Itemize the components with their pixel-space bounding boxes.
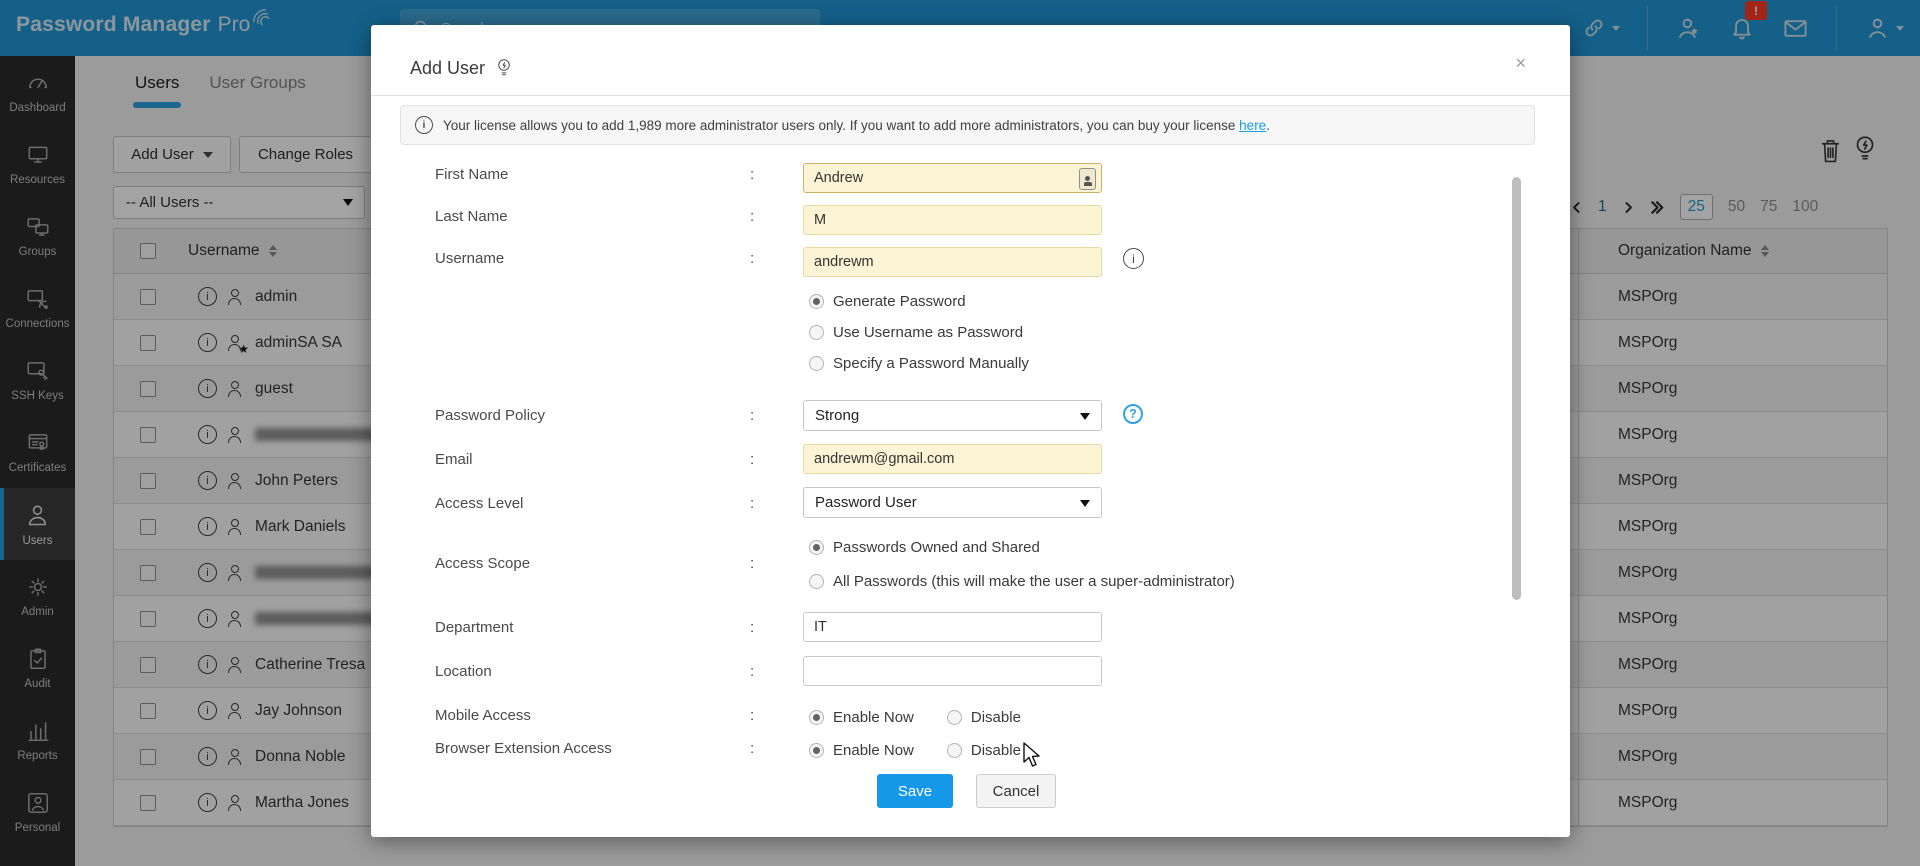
current-page: 1 xyxy=(1598,198,1607,215)
page-size-75[interactable]: 75 xyxy=(1760,198,1778,215)
table-row[interactable]: i ★ adminSA SA MSPOrg xyxy=(114,320,1887,366)
lightbulb-icon xyxy=(495,57,513,79)
browser-extension-access-options xyxy=(809,740,1045,760)
sidebar-item-dashboard[interactable]: Dashboard xyxy=(0,56,75,128)
radio-unselected[interactable] xyxy=(809,574,824,589)
access-level-select[interactable]: Password User xyxy=(803,487,1102,518)
radio-unselected[interactable] xyxy=(947,743,962,758)
last-name-field[interactable]: M xyxy=(803,205,1102,235)
sidebar-item-certificates[interactable]: Certificates xyxy=(0,416,75,488)
close-icon[interactable]: × xyxy=(1515,53,1526,73)
table-row[interactable]: i MSPOrg xyxy=(114,550,1887,596)
table-row[interactable]: i John Peters MSPOrg xyxy=(114,458,1887,504)
browser-extension-disable[interactable]: Disable xyxy=(947,742,1021,759)
table-row[interactable]: i Martha Jones MSPOrg xyxy=(114,780,1887,826)
sidebar-item-groups[interactable]: Groups xyxy=(0,200,75,272)
email-field[interactable]: andrewm@gmail.com xyxy=(803,444,1102,474)
username-label: Username xyxy=(435,250,505,267)
table-row[interactable]: i guest MSPOrg xyxy=(114,366,1887,412)
radio-unselected[interactable] xyxy=(809,356,824,371)
sidebar-item-connections[interactable]: Connections xyxy=(0,272,75,344)
cancel-button[interactable]: Cancel xyxy=(976,774,1056,808)
sidebar-item-ssh-keys[interactable]: SSH Keys xyxy=(0,344,75,416)
password-policy-label: Password Policy xyxy=(435,407,546,424)
info-icon[interactable] xyxy=(1123,248,1144,269)
column-header-username[interactable]: Username xyxy=(188,242,260,259)
table-row[interactable]: i Mark Daniels MSPOrg xyxy=(114,504,1887,550)
access-scope-all-passwords[interactable]: All Passwords (this will make the user a super-administrator) xyxy=(809,571,1235,591)
email-label: Email xyxy=(435,451,473,468)
change-roles-button[interactable]: Change Roles xyxy=(239,136,372,173)
app-logo: Password Manager Pro xyxy=(16,13,274,37)
department-label: Department xyxy=(435,619,514,636)
password-option-generate[interactable]: Generate Password xyxy=(809,291,966,311)
access-level-label: Access Level xyxy=(435,495,524,512)
password-option-use-username[interactable]: Use Username as Password xyxy=(809,322,1023,342)
sidebar-item-resources[interactable]: Resources xyxy=(0,128,75,200)
browser-extension-enable[interactable]: Enable Now xyxy=(809,742,914,759)
department-field[interactable]: IT xyxy=(803,612,1102,642)
table-row[interactable]: i admin MSPOrg xyxy=(114,274,1887,320)
access-scope-owned-shared[interactable]: Passwords Owned and Shared xyxy=(809,537,1040,557)
browser-extension-access-label: Browser Extension Access xyxy=(435,740,612,757)
add-user-button[interactable]: Add User xyxy=(113,136,231,173)
table-row[interactable]: i Donna Noble MSPOrg xyxy=(114,734,1887,780)
location-field[interactable] xyxy=(803,656,1102,686)
info-icon xyxy=(415,116,433,134)
column-header-organization[interactable]: Organization Name xyxy=(1618,242,1752,259)
save-button[interactable]: Save xyxy=(877,774,953,808)
sidebar-item-audit[interactable]: Audit xyxy=(0,632,75,704)
page-size-25[interactable]: 25 xyxy=(1680,194,1713,220)
star-icon: ★ xyxy=(238,341,249,356)
table-row[interactable]: i MSPOrg xyxy=(114,596,1887,642)
add-user-modal xyxy=(371,25,1570,837)
access-scope-label: Access Scope xyxy=(435,555,531,572)
sidebar-item-admin[interactable]: Admin xyxy=(0,560,75,632)
modal-title: Add User xyxy=(410,57,513,79)
license-notice: i Your license allows you to add 1,989 more administrator users only. If you want to add more administrators, you can buy your license here. xyxy=(400,105,1535,145)
page-size-50[interactable]: 50 xyxy=(1727,198,1746,215)
radio-selected[interactable] xyxy=(809,743,824,758)
sidebar-item-personal[interactable]: Personal xyxy=(0,776,75,848)
notification-badge: ! xyxy=(1745,1,1767,20)
username-field[interactable]: andrewm xyxy=(803,247,1102,277)
radio-selected[interactable] xyxy=(809,710,824,725)
mobile-access-options xyxy=(809,707,1045,727)
logo-text: Password Manager xyxy=(16,13,211,36)
sidebar-item-users[interactable]: Users xyxy=(0,488,75,560)
radio-selected[interactable] xyxy=(809,294,824,309)
radio-unselected[interactable] xyxy=(947,710,962,725)
tab-users[interactable]: Users xyxy=(135,73,180,92)
radio-unselected[interactable] xyxy=(809,325,824,340)
first-name-field[interactable]: Andrew xyxy=(803,163,1102,193)
mobile-access-label: Mobile Access xyxy=(435,707,531,724)
password-policy-select[interactable]: Strong xyxy=(803,400,1102,431)
mobile-access-enable[interactable]: Enable Now xyxy=(809,709,914,726)
modal-divider xyxy=(371,95,1570,96)
location-label: Location xyxy=(435,663,492,680)
page-size-100[interactable]: 100 xyxy=(1792,198,1819,215)
table-row[interactable]: i Catherine Tresa MSPOrg xyxy=(114,642,1887,688)
radio-selected[interactable] xyxy=(809,540,824,555)
mobile-access-disable[interactable]: Disable xyxy=(947,709,1021,726)
buy-license-link[interactable]: here xyxy=(1239,117,1267,133)
sidebar-item-reports[interactable]: Reports xyxy=(0,704,75,776)
table-row[interactable]: i Jay Johnson MSPOrg xyxy=(114,688,1887,734)
password-option-specify-manually[interactable]: Specify a Password Manually xyxy=(809,353,1029,373)
tab-user-groups[interactable]: User Groups xyxy=(209,73,306,92)
modal-scrollbar[interactable] xyxy=(1512,177,1521,600)
table-row[interactable]: i MSPOrg xyxy=(114,412,1887,458)
last-name-label: Last Name xyxy=(435,208,508,225)
help-icon[interactable] xyxy=(1123,404,1143,424)
autofill-extension-icon[interactable] xyxy=(1079,168,1096,190)
user-filter-select[interactable]: -- All Users -- xyxy=(113,186,365,219)
first-name-label: First Name xyxy=(435,166,509,183)
